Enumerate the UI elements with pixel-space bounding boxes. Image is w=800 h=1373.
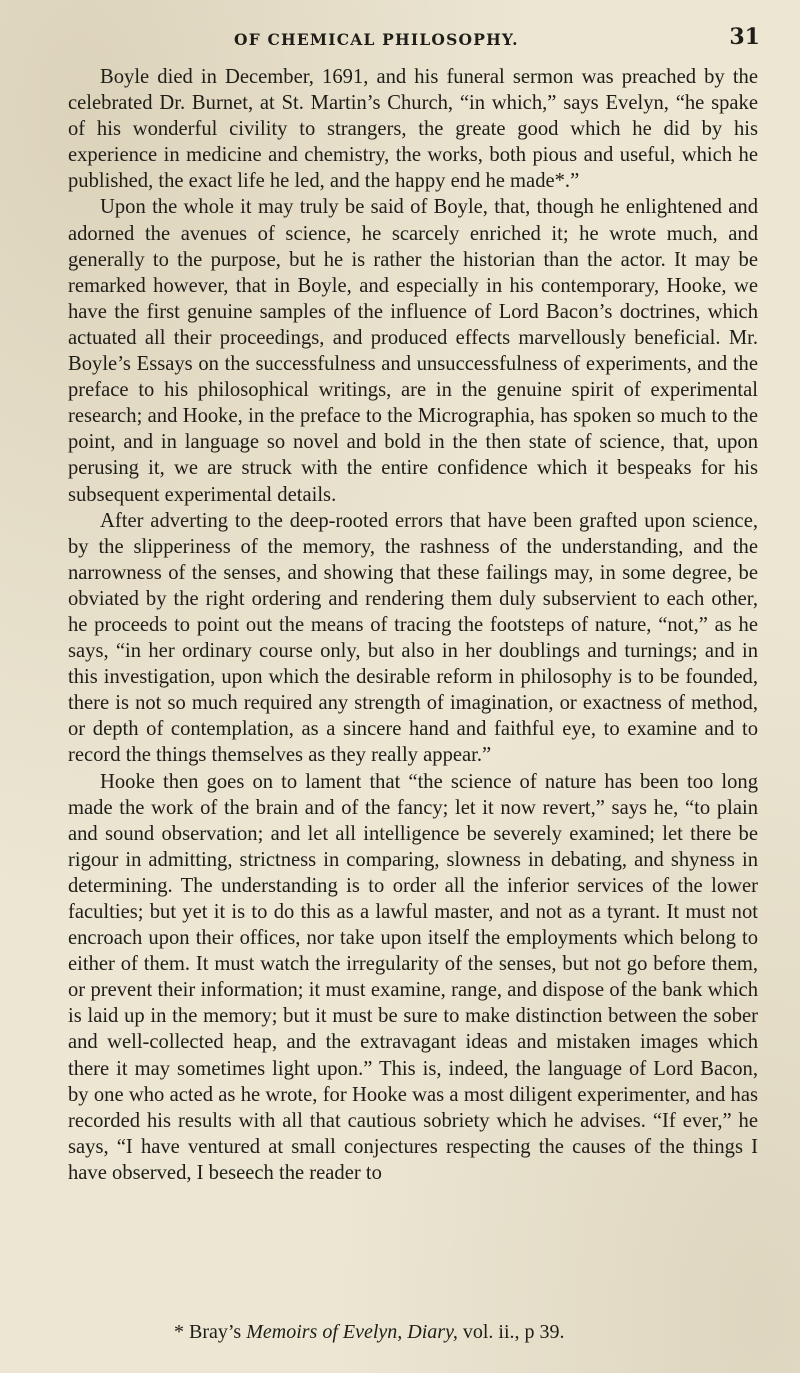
footnote-author: Bray’s bbox=[189, 1321, 247, 1343]
page-header bbox=[70, 22, 760, 52]
footnote-title: Memoirs of Evelyn, bbox=[246, 1321, 403, 1343]
running-head: OF CHEMICAL PHILOSOPHY. bbox=[234, 30, 519, 49]
footnote-marker: * bbox=[174, 1321, 189, 1343]
footnote bbox=[174, 1321, 565, 1344]
paragraph-hooke-lament: Hooke then goes on to lament that “the science of nature has been too long made the work of the brain and of the fancy; let it now revert,” says he, “to plain and sound observation; and let all intelligence be severely examined; let there be rigour in admitting, strictness in comparing, slowness in debating, and shyness in determining. The understanding is to order all the inferior services of the lower faculties; but yet it is to do this as a lawful master, and not as a tyrant. It must not encroach upon their offices, nor take upon itself the employments which belong to either of them. It must watch the irregularity of the senses, but not go before them, or prevent their information; it must examine, range, and dispose of the bank which is laid up in the memory; but it must be sure to make distinction between the sober and well-collected heap, and the extravagant ideas and mistaken images which there it may sometimes light upon.” This is, indeed, the language of Lord Bacon, by one who acted as he wrote, for Hooke was a most diligent experimenter, and has recorded his results with all that cautious sobriety which he advises. “If ever,” he says, “I have ventured at small conjectures respecting the causes of the things I have observed, I beseech the reader to bbox=[68, 770, 758, 1184]
footnote-ref: vol. ii., p 39. bbox=[457, 1321, 565, 1343]
paragraph-boyle-death: Boyle died in December, 1691, and his funeral sermon was preached by the celebrated Dr. Burnet, at St. Martin’s Church, “in which,” says Evelyn, “he spake of his wonderful civility to strangers, the greate good which he did by his experience in medicine and chemistry, the works, both pious and useful, which he published, the exact life he led, and the happy end he made*.” bbox=[68, 66, 758, 193]
paragraph-boyle-assessment: Upon the whole it may truly be said of Boyle, that, though he enlightened and adorned the avenues of science, he scarcely enriched it; he wrote much, and generally to the purpose, but he is rather the historian than the actor. It may be remarked however, that in Boyle, and especially in his contemporary, Hooke, we have the first genuine samples of the influence of Lord Bacon’s doctrines, which actuated all their proceedings, and produced effects marvellously beneficial. Mr. Boyle’s Essays on the successfulness and unsuccessfulness of experiments, and the preface to his philosophical writings, are in the genuine spirit of experimental research; and Hooke, in the preface to the Micrographia, has spoken so much to the point, and in language so novel and bold in the then state of science, that, upon perusing it, we are struck with the entire confidence which it bespeaks for his subsequent experimental details. bbox=[68, 196, 758, 506]
paragraph-hooke-errors: After adverting to the deep-rooted errors that have been grafted upon science, by the slipperiness of the memory, the rashness of the understanding, and the narrowness of the senses, and showing that these failings may, in some degree, be obviated by the right ordering and rendering them duly subservient to each other, he proceeds to point out the means of tracing the footsteps of nature, “not,” as he says, “in her ordinary course only, but also in her doublings and turnings; and in this investigation, upon which the desirable reform in philosophy is to be founded, there is not so much required any strength of imagination, or exactness of method, or depth of contemplation, as a sincere hand and faithful eye, to examine and to record the things themselves as they really appear.” bbox=[68, 509, 758, 767]
footnote-work: Diary, bbox=[407, 1321, 458, 1343]
body-text bbox=[68, 64, 758, 1186]
page-number: 31 bbox=[729, 24, 760, 50]
